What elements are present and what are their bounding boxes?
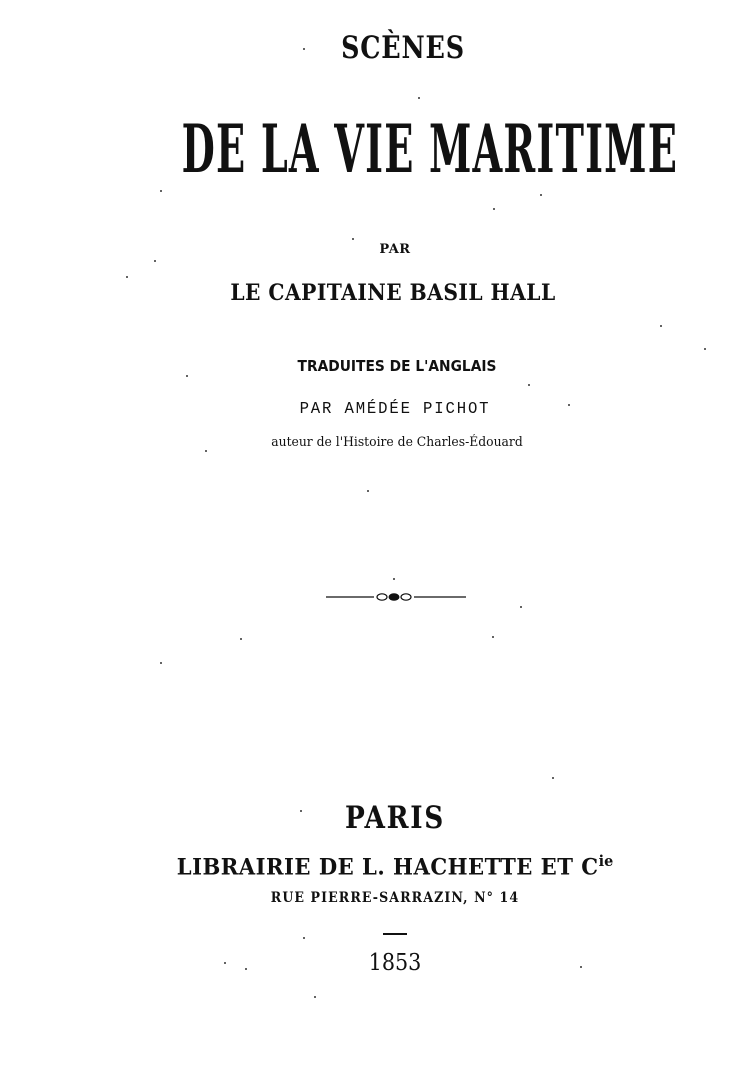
scan-speck xyxy=(126,276,128,278)
scan-speck xyxy=(205,450,207,452)
translation-note: TRADUITES DE L'ANGLAIS xyxy=(297,357,497,375)
scan-speck xyxy=(540,194,542,196)
publisher-line xyxy=(37,852,746,880)
ornament-left-loop xyxy=(377,594,387,600)
scan-speck xyxy=(393,578,395,580)
scan-speck xyxy=(704,348,706,350)
scan-speck xyxy=(367,490,369,492)
scan-speck xyxy=(528,384,530,386)
scan-speck xyxy=(160,662,162,664)
publisher-name: LIBRAIRIE DE L. HACHETTE ET C xyxy=(176,854,599,881)
scan-speck xyxy=(520,606,522,608)
scan-speck xyxy=(303,937,305,939)
publication-year: 1853 xyxy=(368,950,422,976)
scan-speck xyxy=(224,962,226,964)
publication-city: PARIS xyxy=(344,800,446,836)
translator-name: PAR AMÉDÉE PICHOT xyxy=(299,400,491,419)
ornament-right-loop xyxy=(401,594,411,600)
ornament-center-knot xyxy=(389,593,400,601)
publisher-address: RUE PIERRE-SARRAZIN, N° 14 xyxy=(270,890,520,906)
scan-speck xyxy=(580,966,582,968)
scan-speck xyxy=(240,638,242,640)
scan-speck xyxy=(160,190,162,192)
scan-speck xyxy=(245,968,247,970)
scan-speck xyxy=(186,375,188,377)
scan-speck xyxy=(154,260,156,262)
ornament-divider xyxy=(326,590,466,604)
scan-speck xyxy=(568,404,570,406)
scan-speck xyxy=(300,810,302,812)
by-line-par: PAR xyxy=(379,242,411,257)
scan-speck xyxy=(314,996,316,998)
scan-speck xyxy=(493,208,495,210)
scan-speck xyxy=(352,238,354,240)
main-title: DE LA VIE MARITIME xyxy=(181,110,679,188)
scan-speck xyxy=(492,636,494,638)
scan-speck xyxy=(303,48,305,50)
scan-speck xyxy=(418,97,420,99)
author-name: LE CAPITAINE BASIL HALL xyxy=(230,280,556,306)
scan-speck xyxy=(660,325,662,327)
year-rule xyxy=(383,933,407,935)
translator-description: auteur de l'Histoire de Charles-Édouard xyxy=(271,435,523,450)
publisher-suffix: ie xyxy=(598,852,614,870)
scan-speck xyxy=(552,777,554,779)
series-title: SCÈNES xyxy=(341,30,465,66)
